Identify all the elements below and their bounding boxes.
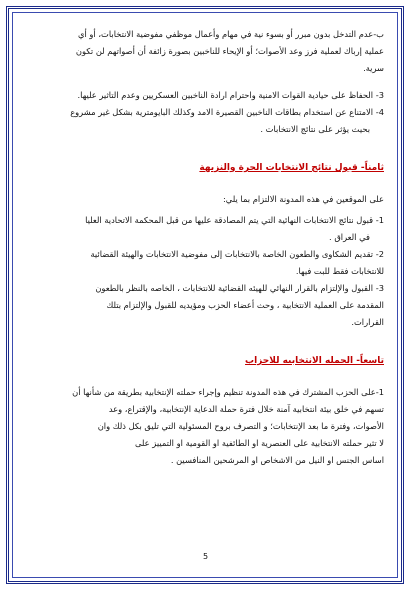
- list-item-continued: المقدمة على العملية الانتخابية ، وحث أعضاء الحزب ومؤيديه للقبول والإلتزام بتلك: [106, 300, 384, 310]
- document-body: [26, 26, 384, 469]
- list-item: 1- قبول نتائج الانتخابات النهائية التي يتم المصادقة عليها من قبل المحكمة الاتحادية العليا: [85, 215, 384, 225]
- list-item-continued: للانتخابات فقط للبت فيها.: [295, 266, 384, 276]
- list-item-continued: في العراق .: [329, 232, 370, 242]
- list-item-continued: القرارات.: [351, 317, 384, 327]
- list-item: 3- الحفاظ على حيادية القوات الامنية واحترام ارادة الناخبين العسكريين وعدم التاثير عليها.: [77, 90, 384, 100]
- list-item: 4- الامتناع عن استخدام بطاقات الناخبين القصيرة الامد وكذلك البايومترية بشكل غير مشروع: [70, 107, 384, 117]
- body-line: ب-عدم التدخل بدون مبرر أو بسوء نية في مهام وأعمال موظفي مفوضية الانتخابات، أو أي: [77, 29, 384, 39]
- list-item: 2- تقديم الشكاوى والطعون الخاصة بالانتخابات إلى مفوضية الانتخابات والهيئة القضائية: [90, 249, 384, 259]
- body-line: اساس الجنس او النيل من الاشخاص او المرشحين المنافسين .: [170, 455, 384, 465]
- section-heading-9: تاسعاً- الحمله الانتخابيه للاحزاب: [245, 356, 384, 366]
- body-line: سرية.: [363, 63, 384, 73]
- section-heading-8: ثامناً- قبول نتائج الانتخابات الحرة والنزيهة: [199, 163, 384, 173]
- body-line: تسهم في خلق بيئة انتخابية آمنة خلال فترة حملة الدعاية الإنتخابية، والإقتراع، وعد: [108, 404, 384, 414]
- page-number: 5: [202, 552, 209, 561]
- section-intro: على الموقعين في هذه المدونة الالتزام بما يلي:: [223, 194, 384, 204]
- body-line: لا تثير حملته الانتخابية على العنصرية او الطائفية او القومية او التمييز على: [135, 438, 384, 448]
- list-item: 3- القبول والإلتزام بالقرار النهائي للهيئه القضائية للانتخابات ، الخاصه بالنظر بالطعون: [95, 283, 384, 293]
- body-line: الأصوات، وفترة ما بعد الإنتخابات؛ و التصرف بروح المسئولية التي تليق بكل ذلك وان: [97, 421, 384, 431]
- list-item-continued: بحيث يؤثر على نتائج الانتخابات .: [260, 124, 370, 134]
- body-line: 1-على الحزب المشترك في هذه المدونة تنظيم وإجراء حملته الإنتخابية بطريقة من شأنها أن: [72, 387, 384, 397]
- body-line: عملية إرباك لعملية فرز وعد الأصوات؛ أو الإيحاء للناخبين بصورة زائفة أن أصواتهم لن تكون: [75, 46, 384, 56]
